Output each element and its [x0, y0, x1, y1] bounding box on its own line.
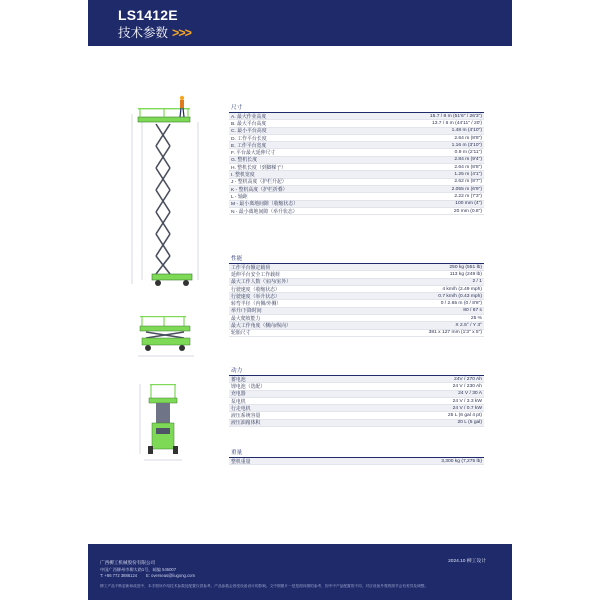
spec-row — [229, 186, 484, 193]
spec-value: 1.16 m (3'10") — [451, 142, 482, 148]
spec-row — [229, 164, 484, 171]
spec-label: 蓄电池 — [231, 377, 246, 383]
spec-value: 24 V / 3.3 kW — [452, 398, 482, 404]
spec-row — [229, 128, 484, 135]
arrows-icon: >>> — [172, 26, 191, 40]
section-weight — [229, 449, 484, 465]
spec-value: 24 V / 0.7 kW — [452, 405, 482, 411]
spec-label: C. 最小平台高度 — [231, 129, 267, 135]
spec-value: 1.48 m (4'10") — [451, 128, 482, 134]
spec-value: 381 x 127 mm (1'3" x 5") — [428, 330, 482, 336]
spec-value: 24V / 270 Ah — [453, 376, 482, 382]
spec-label: L - 轴距 — [231, 194, 248, 200]
spec-label: K - 整机高度（护栏折叠） — [231, 187, 288, 193]
spec-value: X 2.5° / Y 3° — [455, 323, 482, 329]
spec-row — [229, 420, 484, 427]
spec-value: 3,300 kg (7,275 lb) — [441, 458, 482, 464]
spec-value: 1.25 m (4'1") — [454, 172, 482, 178]
spec-row — [229, 308, 484, 315]
subtitle-text: 技术参数 — [118, 26, 169, 40]
footer-band — [88, 544, 512, 600]
spec-label: 轮胎尺寸 — [231, 331, 251, 337]
spec-row — [229, 412, 484, 419]
spec-label: D. 工作平台长度 — [231, 136, 267, 142]
spec-rows — [229, 264, 484, 337]
spec-value: 2 / 1 — [472, 279, 482, 285]
spec-label: H. 整机长度（到脚梯子） — [231, 165, 287, 171]
spec-value: 2.055 m (6'9") — [451, 186, 482, 192]
spec-label: 锂电池（选配） — [231, 384, 266, 390]
section-size — [229, 104, 484, 215]
spec-label: 转弯半径（内侧/外侧） — [231, 302, 282, 308]
elevated-side-view-drawing — [132, 96, 198, 286]
spec-row — [229, 300, 484, 307]
machine-drawings — [118, 94, 208, 484]
front-view-drawing — [140, 384, 182, 460]
spec-value: 0 / 2.65 m (0 / 8'8") — [440, 301, 482, 307]
spec-row — [229, 208, 484, 215]
spec-row — [229, 458, 484, 465]
spec-value: 113 kg (249 lb) — [449, 271, 482, 277]
spec-row — [229, 383, 484, 390]
model-name: LS1412E — [118, 7, 178, 23]
spec-row — [229, 149, 484, 156]
spec-label: 充电器 — [231, 392, 246, 398]
spec-label: 液压系统容量 — [231, 414, 261, 420]
spec-rows — [229, 376, 484, 427]
spec-rows — [229, 113, 484, 215]
spec-value: 4 km/h (2.49 mph) — [442, 286, 482, 292]
spec-value: 2.64 m (8'8") — [454, 164, 482, 170]
spec-label: 行走电机 — [231, 406, 251, 412]
spec-value: 13.7 / 6 m (44'11" / 20') — [432, 120, 482, 126]
spec-row — [229, 391, 484, 398]
spec-value: 0.7 km/h (0.43 mph) — [438, 293, 482, 299]
footer-company: 广西柳工机械股份有限公司 — [100, 560, 156, 565]
stowed-side-view-drawing — [138, 316, 194, 356]
spec-value: 20 mm (0.8") — [453, 208, 482, 214]
section-power — [229, 367, 484, 427]
spec-row — [229, 120, 484, 127]
spec-label: 最大工作人数（室内/室外） — [231, 280, 292, 286]
spec-value: 2.64 m (8'8") — [454, 135, 482, 141]
spec-row — [229, 135, 484, 142]
spec-row — [229, 405, 484, 412]
spec-label: M - 最小离地间隙（收缩状态） — [231, 202, 299, 208]
spec-value: 25 % — [470, 315, 482, 321]
spec-label: 延伸平台安全工作载荷 — [231, 272, 280, 278]
section-title: 重量 — [229, 449, 484, 458]
page-subtitle — [118, 23, 191, 41]
spec-value: 2.84 m (9'4") — [454, 157, 482, 163]
footer-disclaimer: 柳工产品不断更新和改进中，本手册所介绍技术参数及配置仅供参考。产品参数会因受设备设计的影响。文中图图片一是是面向图的参考，因中中产品配置的不同，对应设备外观的细节会有差异及调整。 — [100, 584, 429, 588]
spec-value: 0.9 m (2'11") — [454, 150, 482, 156]
spec-value: 15.7 / 8 m (51'6" / 26'3") — [429, 113, 482, 119]
spec-row — [229, 398, 484, 405]
spec-label: E. 工作平台宽度 — [231, 143, 267, 149]
spec-value: 20 L (5 gal) — [457, 420, 482, 426]
spec-label: 液压油箱体积 — [231, 421, 261, 427]
spec-label: 整机重量 — [231, 459, 251, 465]
spec-value: 2.62 m (8'7") — [454, 179, 482, 185]
spec-value: 24 V / 30 A — [458, 391, 482, 397]
spec-value: 25 L (6 gal 4 pt) — [447, 413, 482, 419]
header-band — [88, 0, 512, 46]
spec-label: A. 最大作业高度 — [231, 114, 267, 120]
section-performance — [229, 255, 484, 337]
spec-label: I. 整机宽度 — [231, 173, 255, 179]
spec-label: 最大爬坡能力 — [231, 316, 261, 322]
spec-row — [229, 113, 484, 120]
spec-value: 2.22 m (7'3") — [454, 193, 482, 199]
spec-value: 80 / 67 s — [463, 308, 482, 314]
spec-row — [229, 330, 484, 337]
spec-label: G. 整机长度 — [231, 158, 258, 164]
spec-label: 行驶速度（举升状态） — [231, 294, 280, 300]
spec-label: 最大工作角度（侧向/纵向） — [231, 324, 292, 330]
spec-label: 工作平台额定载荷 — [231, 265, 271, 271]
spec-value: 24 V / 230 Ah — [452, 383, 482, 389]
spec-value: 100 mm (4") — [455, 201, 482, 207]
footer-email: E: overseas@liugong.com — [146, 573, 195, 578]
spec-label: B. 最大平台高度 — [231, 121, 267, 127]
spec-label: N - 最小离地间隙（举升状态） — [231, 209, 298, 215]
section-title: 动力 — [229, 367, 484, 376]
footer-phone: T: +86 772 3886124 — [100, 573, 138, 578]
spec-label: F. 平台最大延伸尺寸 — [231, 151, 276, 157]
spec-label: J - 整机高度（护栏升起） — [231, 180, 287, 186]
spec-row — [229, 376, 484, 383]
spec-label: 泵电机 — [231, 399, 246, 405]
section-title: 尺寸 — [229, 104, 484, 113]
spec-label: 举升/下降时间 — [231, 309, 262, 315]
spec-label: 行驶速度（收缩状态） — [231, 287, 280, 293]
footer-address: 中国广西柳州市柳太路1号，邮编 545007 — [100, 567, 177, 572]
spec-row — [229, 322, 484, 329]
footer-date: 2024.10 柳工设计 — [448, 559, 486, 564]
section-title: 性能 — [229, 255, 484, 264]
spec-value: 250 kg (551 lb) — [449, 264, 482, 270]
spec-rows — [229, 458, 484, 465]
